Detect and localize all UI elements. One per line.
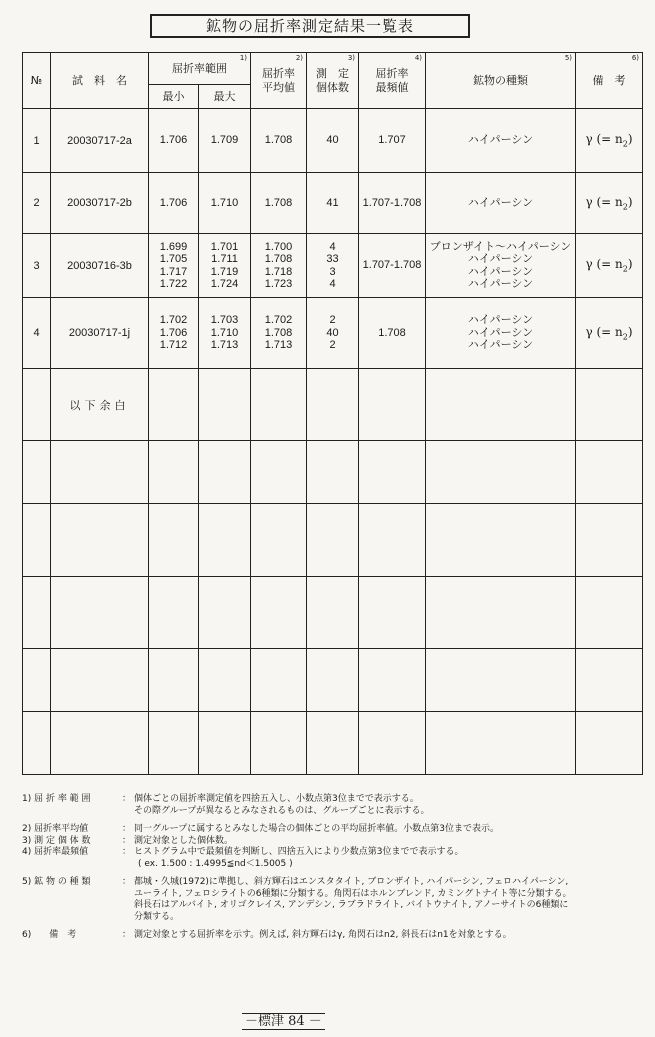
row-sample: 20030717-2a xyxy=(51,109,149,173)
empty-cell xyxy=(51,649,149,712)
footnote-4 xyxy=(22,847,647,870)
footnote-body xyxy=(134,847,647,870)
empty-cell xyxy=(307,712,359,775)
empty-cell xyxy=(251,369,307,441)
table-row xyxy=(23,649,643,712)
footnote-colon: ： xyxy=(122,835,132,846)
note-sub: 2 xyxy=(622,139,628,149)
header-mineral xyxy=(426,53,576,109)
empty-cell xyxy=(199,369,251,441)
row-min: 1.702 1.706 1.712 xyxy=(149,298,199,369)
empty-cell xyxy=(576,369,643,441)
empty-cell xyxy=(359,441,426,504)
row-mode: 1.707-1.708 xyxy=(359,234,426,298)
footnote-line: ユーライト, フェロシライトの6種類に分類する。角閃石はホルンブレンド, カミングトナイト等に分類する。 xyxy=(134,888,572,899)
empty-cell xyxy=(576,649,643,712)
note-end: ) xyxy=(627,257,633,272)
empty-cell xyxy=(149,649,199,712)
note-text: γ (= n xyxy=(585,194,623,209)
empty-cell xyxy=(307,577,359,649)
note-end: ) xyxy=(627,132,633,147)
row-mineral: ハイパーシン xyxy=(426,173,576,234)
table-row xyxy=(23,712,643,775)
footnote-ref-1: 1) xyxy=(239,54,247,62)
empty-cell xyxy=(576,441,643,504)
header-note xyxy=(576,53,643,109)
note-text: γ (= n xyxy=(585,324,623,339)
footnote-body xyxy=(134,794,647,817)
empty-cell xyxy=(426,577,576,649)
empty-cell xyxy=(359,577,426,649)
row-min: 1.699 1.705 1.717 1.722 xyxy=(149,234,199,298)
row-count: 40 xyxy=(307,109,359,173)
footnote-colon: ： xyxy=(122,824,132,834)
empty-cell xyxy=(307,369,359,441)
table-row xyxy=(23,298,643,369)
header-count-label: 測 定 個体数 xyxy=(316,66,349,94)
empty-cell xyxy=(51,577,149,649)
empty-cell xyxy=(23,649,51,712)
row-min: 1.706 xyxy=(149,109,199,173)
footnote-6 xyxy=(22,930,647,942)
header-max: 最大 xyxy=(199,85,251,109)
row-mode: 1.707 xyxy=(359,109,426,173)
empty-cell xyxy=(149,712,199,775)
row-mineral: ブロンザイト～ハイパーシン ハイパーシン ハイパーシン ハイパーシン xyxy=(426,234,576,298)
footnote-body xyxy=(134,930,647,942)
footnote-body xyxy=(134,877,647,923)
empty-cell xyxy=(426,649,576,712)
empty-cell xyxy=(23,504,51,577)
empty-cell xyxy=(576,504,643,577)
remaining-blank-note: 以下余白 xyxy=(51,369,149,441)
empty-cell xyxy=(23,712,51,775)
table-row xyxy=(23,109,643,173)
footnote-2 xyxy=(22,824,647,836)
footnote-line: 個体ごとの屈折率測定値を四捨五入し、小数点第3位までで表示する。 xyxy=(134,794,419,804)
empty-cell xyxy=(199,649,251,712)
empty-cell xyxy=(359,369,426,441)
empty-cell xyxy=(251,712,307,775)
empty-cell xyxy=(359,504,426,577)
row-sample: 20030716-3b xyxy=(51,234,149,298)
empty-cell xyxy=(307,504,359,577)
row-mineral: ハイパーシン ハイパーシン ハイパーシン xyxy=(426,298,576,369)
footnote-ref-5: 5) xyxy=(564,54,572,62)
row-no: 1 xyxy=(23,109,51,173)
header-avg xyxy=(251,53,307,109)
row-avg: 1.700 1.708 1.718 1.723 xyxy=(251,234,307,298)
header-no: № xyxy=(23,53,51,109)
header-count xyxy=(307,53,359,109)
row-max: 1.703 1.710 1.713 xyxy=(199,298,251,369)
header-mode-label: 屈折率 最頻値 xyxy=(375,66,409,94)
footnote-3 xyxy=(22,836,647,848)
row-sample: 20030717-2b xyxy=(51,173,149,234)
empty-cell xyxy=(23,441,51,504)
table-row xyxy=(23,441,643,504)
row-mode: 1.707-1.708 xyxy=(359,173,426,234)
table-row xyxy=(23,369,643,441)
empty-cell xyxy=(576,577,643,649)
row-count: 2 40 2 xyxy=(307,298,359,369)
table-row xyxy=(23,504,643,577)
row-note xyxy=(576,298,643,369)
row-min: 1.706 xyxy=(149,173,199,234)
row-max: 1.701 1.711 1.719 1.724 xyxy=(199,234,251,298)
header-note-label: 備 考 xyxy=(592,73,626,87)
header-mode xyxy=(359,53,426,109)
row-no: 4 xyxy=(23,298,51,369)
empty-cell xyxy=(426,441,576,504)
header-avg-label: 屈折率 平均値 xyxy=(262,66,295,94)
footnote-label: 1) 屈 折 率 範 囲 xyxy=(22,794,91,804)
empty-cell xyxy=(251,504,307,577)
empty-cell xyxy=(359,649,426,712)
page-title: 鉱物の屈折率測定結果一覧表 xyxy=(150,14,470,38)
footnote-line: 測定対象とする屈折率を示す。例えば, 斜方輝石はγ, 角閃石はn2, 斜長石はn1を対象とする。 xyxy=(134,930,512,940)
footnote-colon: ： xyxy=(122,877,132,887)
row-note xyxy=(576,173,643,234)
table-row xyxy=(23,173,643,234)
empty-cell xyxy=(23,577,51,649)
table-row xyxy=(23,577,643,649)
footnote-ref-3: 3) xyxy=(347,54,355,62)
row-count: 41 xyxy=(307,173,359,234)
results-table xyxy=(22,52,643,775)
header-range xyxy=(149,53,251,85)
empty-cell xyxy=(199,441,251,504)
empty-cell xyxy=(199,577,251,649)
footnote-colon: ： xyxy=(122,847,132,857)
footnote-1 xyxy=(22,794,647,817)
footnote-5 xyxy=(22,877,647,923)
row-avg: 1.708 xyxy=(251,173,307,234)
footnote-line: 都城・久城(1972)に準拠し、斜方輝石はエンスタタイト, ブロンザイト, ハイパーシン, フェロハイパーシン, xyxy=(134,877,569,887)
empty-cell xyxy=(149,369,199,441)
empty-cell xyxy=(23,369,51,441)
row-avg: 1.702 1.708 1.713 xyxy=(251,298,307,369)
footnote-body xyxy=(134,836,647,848)
note-text: γ (= n xyxy=(585,257,623,272)
row-no: 3 xyxy=(23,234,51,298)
empty-cell xyxy=(51,712,149,775)
footnote-label: 5) 鉱 物 の 種 類 xyxy=(22,877,91,887)
footnote-line: 斜長石はアルバイト, オリゴクレイス, アンデシン, ラブラドライト, バイトウナイト, アノーサイトの6種類に xyxy=(134,900,569,910)
empty-cell xyxy=(199,504,251,577)
footnote-line: 測定対象とした個体数。 xyxy=(134,835,234,846)
empty-cell xyxy=(149,577,199,649)
row-mode: 1.708 xyxy=(359,298,426,369)
footnote-label: 4) 屈折率最頻値 xyxy=(22,847,89,857)
footnote-line: ( ex. 1.500 : 1.4995≦nd＜1.5005 ) xyxy=(138,858,293,869)
row-note xyxy=(576,234,643,298)
footnote-colon: ： xyxy=(122,794,132,804)
note-sub: 2 xyxy=(622,332,628,342)
footnote-colon: ： xyxy=(122,930,132,940)
row-max: 1.710 xyxy=(199,173,251,234)
row-note xyxy=(576,109,643,173)
empty-cell xyxy=(51,504,149,577)
footnote-label: 3) 測 定 個 体 数 xyxy=(22,835,91,846)
footnote-line: 分類する。 xyxy=(134,911,180,922)
empty-cell xyxy=(251,649,307,712)
empty-cell xyxy=(51,441,149,504)
footnote-label: 2) 屈折率平均値 xyxy=(22,824,89,834)
note-text: γ (= n xyxy=(585,132,623,147)
row-sample: 20030717-1j xyxy=(51,298,149,369)
header-min: 最小 xyxy=(149,85,199,109)
note-sub: 2 xyxy=(622,202,628,212)
row-mineral: ハイパーシン xyxy=(426,109,576,173)
footnote-ref-4: 4) xyxy=(414,54,422,62)
note-end: ) xyxy=(627,324,633,339)
empty-cell xyxy=(426,504,576,577)
footnote-label: 6) 備 考 xyxy=(22,930,77,940)
header-mineral-label: 鉱物の種類 xyxy=(473,73,528,87)
table-row xyxy=(23,234,643,298)
row-avg: 1.708 xyxy=(251,109,307,173)
empty-cell xyxy=(576,712,643,775)
footnote-body xyxy=(134,824,647,836)
footnote-line: 同一グループに属するとみなした場合の個体ごとの平均屈折率値。小数点第3位まで表示。 xyxy=(134,824,500,834)
empty-cell xyxy=(307,649,359,712)
page-footer: －標津 84 － xyxy=(242,1013,325,1030)
header-sample: 試 料 名 xyxy=(51,53,149,109)
footnote-line: その際グループが異なるとみなされるものは、グループごとに表示する。 xyxy=(134,805,430,816)
footnote-ref-2: 2) xyxy=(295,54,303,62)
footnote-line: ヒストグラム中で最頻値を判断し、四捨五入により少数点第3位までで表示する。 xyxy=(134,847,464,857)
empty-cell xyxy=(251,441,307,504)
row-count: 4 33 3 4 xyxy=(307,234,359,298)
row-max: 1.709 xyxy=(199,109,251,173)
row-no: 2 xyxy=(23,173,51,234)
empty-cell xyxy=(251,577,307,649)
empty-cell xyxy=(359,712,426,775)
empty-cell xyxy=(426,712,576,775)
empty-cell xyxy=(426,369,576,441)
empty-cell xyxy=(149,441,199,504)
empty-cell xyxy=(199,712,251,775)
footnotes xyxy=(22,794,647,942)
footnote-ref-6: 6) xyxy=(631,54,639,62)
empty-cell xyxy=(307,441,359,504)
header-range-label: 屈折率範囲 xyxy=(172,61,227,75)
empty-cell xyxy=(149,504,199,577)
note-sub: 2 xyxy=(622,264,628,274)
note-end: ) xyxy=(627,194,633,209)
